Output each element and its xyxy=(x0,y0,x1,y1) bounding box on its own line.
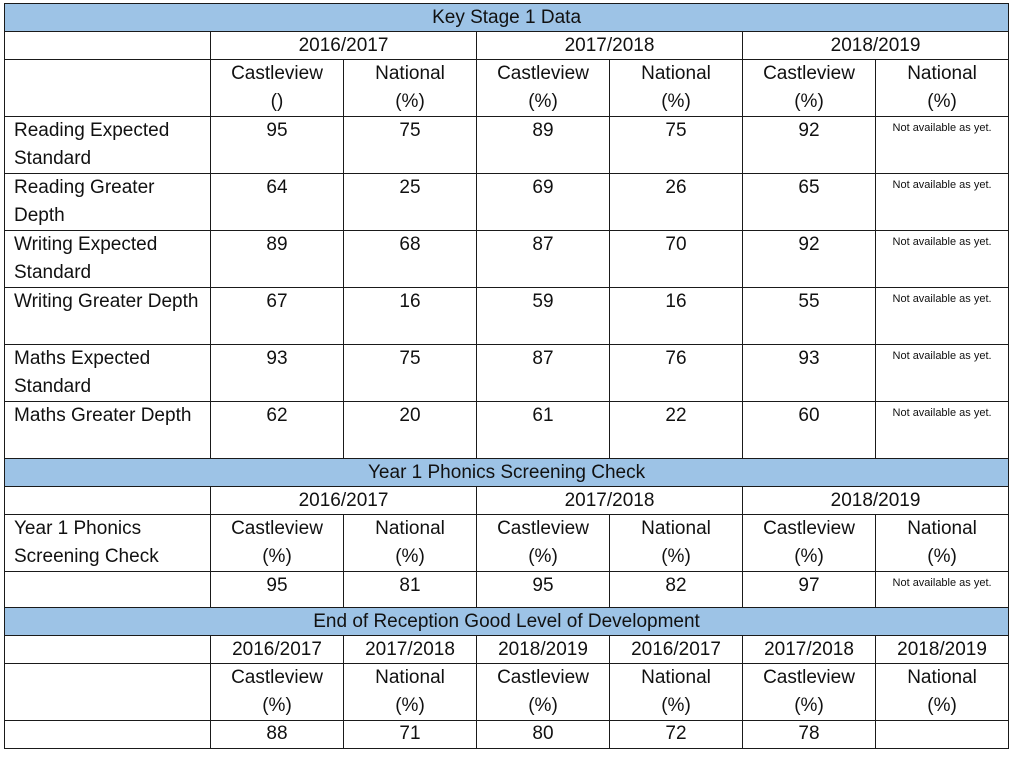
value-cell: 72 xyxy=(610,721,743,749)
value-cell: 76 xyxy=(610,345,743,402)
value-cell: 61 xyxy=(477,402,610,459)
reception-year-corner xyxy=(5,636,211,664)
value-cell: 25 xyxy=(344,174,477,231)
value-cell: 69 xyxy=(477,174,610,231)
phonics-title: Year 1 Phonics Screening Check xyxy=(5,459,1009,487)
row-label: Writing Expected Standard xyxy=(5,231,211,288)
value-cell: 59 xyxy=(477,288,610,345)
column-header: Castleview (%) xyxy=(211,515,344,572)
column-header: National (%) xyxy=(610,515,743,572)
reception-year-header: 2017/2018 xyxy=(344,636,477,664)
value-cell: 87 xyxy=(477,345,610,402)
reception-year-header: 2016/2017 xyxy=(610,636,743,664)
value-cell: 89 xyxy=(477,117,610,174)
ks1-year-row xyxy=(5,32,1009,60)
table-row xyxy=(5,288,1009,345)
value-cell: 92 xyxy=(743,231,876,288)
reception-title-row xyxy=(5,608,1009,636)
value-cell-note: Not available as yet. xyxy=(876,402,1009,459)
value-cell: 75 xyxy=(344,117,477,174)
phonics-year-header: 2017/2018 xyxy=(477,487,743,515)
phonics-row-label: Year 1 Phonics Screening Check xyxy=(5,515,211,572)
phonics-values-row xyxy=(5,572,1009,608)
value-cell-note: Not available as yet. xyxy=(876,572,1009,608)
reception-year-header: 2018/2019 xyxy=(876,636,1009,664)
value-cell: 95 xyxy=(211,572,344,608)
phonics-year-header: 2018/2019 xyxy=(743,487,1009,515)
column-header: Castleview (%) xyxy=(477,515,610,572)
value-cell: 64 xyxy=(211,174,344,231)
column-header: National (%) xyxy=(876,60,1009,117)
phonics-section xyxy=(5,459,1009,608)
reception-title: End of Reception Good Level of Development xyxy=(5,608,1009,636)
value-cell: 87 xyxy=(477,231,610,288)
value-cell-note: Not available as yet. xyxy=(876,117,1009,174)
column-header: National (%) xyxy=(610,60,743,117)
ks1-year-corner xyxy=(5,32,211,60)
value-cell-note: Not available as yet. xyxy=(876,174,1009,231)
value-cell: 68 xyxy=(344,231,477,288)
ks1-year-header: 2016/2017 xyxy=(211,32,477,60)
phonics-header-row xyxy=(5,515,1009,572)
value-cell: 97 xyxy=(743,572,876,608)
table-row xyxy=(5,174,1009,231)
ks1-year-header: 2018/2019 xyxy=(743,32,1009,60)
value-cell: 93 xyxy=(743,345,876,402)
value-cell: 75 xyxy=(610,117,743,174)
phonics-title-row xyxy=(5,459,1009,487)
column-header: Castleview (%) xyxy=(477,664,610,721)
reception-year-row xyxy=(5,636,1009,664)
reception-header-corner xyxy=(5,664,211,721)
value-cell: 71 xyxy=(344,721,477,749)
column-header: Castleview (%) xyxy=(211,664,344,721)
ks1-year-header: 2017/2018 xyxy=(477,32,743,60)
value-cell: 93 xyxy=(211,345,344,402)
value-cell: 67 xyxy=(211,288,344,345)
value-cell: 89 xyxy=(211,231,344,288)
column-header: Castleview (%) xyxy=(477,60,610,117)
value-cell: 16 xyxy=(344,288,477,345)
table-row xyxy=(5,117,1009,174)
ks1-header-row xyxy=(5,60,1009,117)
reception-year-header: 2018/2019 xyxy=(477,636,610,664)
value-cell: 60 xyxy=(743,402,876,459)
row-label: Reading Expected Standard xyxy=(5,117,211,174)
value-cell: 20 xyxy=(344,402,477,459)
value-cell: 26 xyxy=(610,174,743,231)
column-header: National (%) xyxy=(344,60,477,117)
column-header: Castleview (%) xyxy=(743,515,876,572)
table-row xyxy=(5,231,1009,288)
column-header: National (%) xyxy=(344,515,477,572)
reception-year-header: 2016/2017 xyxy=(211,636,344,664)
ks1-body xyxy=(5,117,1009,459)
reception-header-row xyxy=(5,664,1009,721)
column-header: Castleview (%) xyxy=(743,664,876,721)
value-cell: 78 xyxy=(743,721,876,749)
column-header: Castleview (%) xyxy=(743,60,876,117)
column-header: National (%) xyxy=(610,664,743,721)
column-header: Castleview () xyxy=(211,60,344,117)
ks1-title-row xyxy=(5,4,1009,32)
value-cell xyxy=(876,721,1009,749)
table-row xyxy=(5,402,1009,459)
column-header: National (%) xyxy=(876,515,1009,572)
value-cell: 92 xyxy=(743,117,876,174)
ks1-title: Key Stage 1 Data xyxy=(5,4,1009,32)
data-table-sheet xyxy=(4,3,1008,758)
value-cell: 88 xyxy=(211,721,344,749)
value-cell: 55 xyxy=(743,288,876,345)
reception-values-row xyxy=(5,721,1009,749)
value-cell: 22 xyxy=(610,402,743,459)
reception-values-corner xyxy=(5,721,211,749)
phonics-year-row xyxy=(5,487,1009,515)
value-cell: 75 xyxy=(344,345,477,402)
phonics-values-corner xyxy=(5,572,211,608)
value-cell: 82 xyxy=(610,572,743,608)
row-label: Writing Greater Depth xyxy=(5,288,211,345)
value-cell: 80 xyxy=(477,721,610,749)
row-label: Maths Expected Standard xyxy=(5,345,211,402)
value-cell: 81 xyxy=(344,572,477,608)
row-label: Maths Greater Depth xyxy=(5,402,211,459)
reception-section xyxy=(5,608,1009,749)
value-cell: 95 xyxy=(211,117,344,174)
value-cell-note: Not available as yet. xyxy=(876,231,1009,288)
column-header: National (%) xyxy=(876,664,1009,721)
value-cell: 65 xyxy=(743,174,876,231)
value-cell-note: Not available as yet. xyxy=(876,288,1009,345)
phonics-year-header: 2016/2017 xyxy=(211,487,477,515)
row-label: Reading Greater Depth xyxy=(5,174,211,231)
reception-year-header: 2017/2018 xyxy=(743,636,876,664)
ks1-header-corner xyxy=(5,60,211,117)
value-cell: 62 xyxy=(211,402,344,459)
value-cell: 70 xyxy=(610,231,743,288)
phonics-year-corner xyxy=(5,487,211,515)
column-header: National (%) xyxy=(344,664,477,721)
value-cell-note: Not available as yet. xyxy=(876,345,1009,402)
value-cell: 95 xyxy=(477,572,610,608)
value-cell: 16 xyxy=(610,288,743,345)
table-row xyxy=(5,345,1009,402)
results-table xyxy=(4,3,1009,749)
